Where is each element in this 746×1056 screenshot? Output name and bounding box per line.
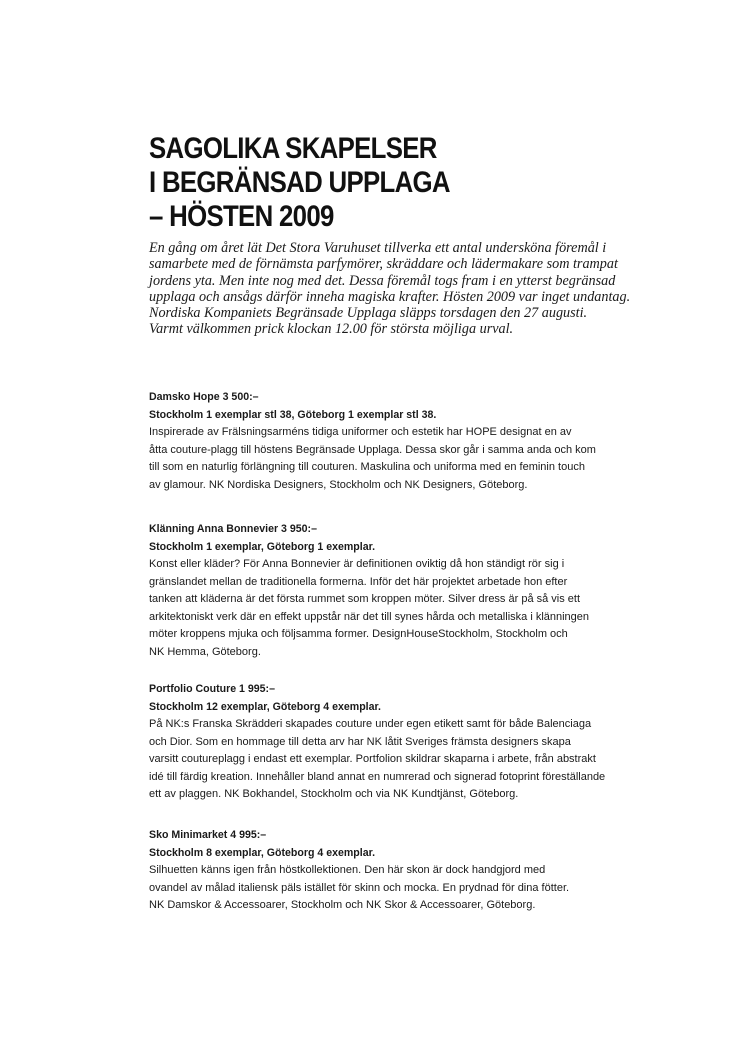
product-stock: Stockholm 8 exemplar, Göteborg 4 exemplar.	[149, 846, 376, 859]
product-description-line: idé till färdig kreation. Innehåller bland annat en numrerad och signerad fotoprint föreställande	[149, 770, 606, 783]
product-title: Damsko Hope 3 500:–	[149, 391, 259, 403]
intro-paragraph	[149, 240, 631, 338]
product-item-portfolio-couture	[149, 681, 639, 804]
product-description-line: till som en naturlig förlängning till couturen. Maskulina och uniforma med en feminin touch	[149, 461, 585, 473]
product-item-klanning-anna-bonnevier	[149, 521, 639, 661]
product-description-line: möter kroppens mjuka och följsamma former. DesignHouseStockholm, Stockholm och	[149, 628, 568, 640]
product-description-line: NK Hemma, Göteborg.	[149, 645, 261, 658]
intro-line: jordens yta. Men inte nog med det. Dessa föremål togs fram i en ytterst begränsad	[149, 272, 616, 289]
intro-line: upplaga och ansågs därför inneha magiska krafter. Hösten 2009 var inget undantag.	[149, 288, 631, 305]
page-headline	[149, 132, 450, 234]
product-description-line: tanken att kläderna är det första rummet som kroppen möter. Silver dress är på så vis ett	[149, 593, 581, 605]
product-description-line: NK Damskor & Accessoarer, Stockholm och NK Skor & Accessoarer, Göteborg.	[149, 899, 536, 911]
intro-line: samarbete med de förnämsta parfymörer, skräddare och lädermakare som trampat	[149, 256, 618, 273]
product-description-line: och Dior. Som en hommage till detta arv har NK låtit Sveriges främsta designers skapa	[149, 735, 571, 748]
product-description-line: gränslandet mellan de traditionella formerna. Inför det här projektet arbetade hon efter	[149, 575, 568, 588]
product-description-line: Konst eller kläder? För Anna Bonnevier är definitionen oviktig då hon ständigt rör sig i	[149, 558, 565, 570]
intro-line: Nordiska Kompaniets Begränsade Upplaga släpps torsdagen den 27 augusti.	[149, 305, 588, 322]
product-description-line: Inspirerade av Frälsningsarméns tidiga uniformer och estetik har HOPE designat en av	[149, 426, 572, 438]
product-title: Portfolio Couture 1 995:–	[149, 683, 275, 695]
product-stock: Stockholm 12 exemplar, Göteborg 4 exemplar.	[149, 700, 381, 713]
headline-line: SAGOLIKA SKAPELSER	[149, 132, 437, 165]
intro-line: En gång om året lät Det Stora Varuhuset tillverka ett antal underskönа föremål i	[149, 240, 607, 256]
product-description-line: åtta couture-plagg till höstens Begränsade Upplaga. Dessa skor går i samma anda och kom	[149, 443, 596, 456]
product-item-damsko-hope	[149, 389, 639, 494]
product-description-line: av glamour. NK Nordiska Designers, Stockholm och NK Designers, Göteborg.	[149, 478, 528, 491]
product-description-line: arkitektoniskt verk där en effekt uppstår när det till synes hårda och metalliska i klänningen	[149, 610, 590, 623]
product-item-sko-minimarket	[149, 827, 639, 915]
product-description-line: ovandel av målad italiensk päls istället för skinn och mocka. En prydnad för dina fötter.	[149, 881, 570, 894]
product-stock: Stockholm 1 exemplar, Göteborg 1 exemplar.	[149, 540, 376, 553]
headline-line: – HÖSTEN 2009	[149, 200, 334, 233]
product-description-line: varsitt coutureplagg i endast ett exemplar. Portfolion skildrar skaparna i arbete, från abstrakt	[149, 753, 596, 765]
product-description-line: ett av plaggen. NK Bokhandel, Stockholm och via NK Kundtjänst, Göteborg.	[149, 788, 519, 800]
product-description-line: På NK:s Franska Skrädderi skapades couture under egen etikett samt för både Balenciaga	[149, 718, 592, 730]
product-description-line: Silhuetten känns igen från höstkollektionen. Den här skon är dock handgjord med	[149, 864, 546, 876]
product-title: Klänning Anna Bonnevier 3 950:–	[149, 523, 317, 535]
product-stock: Stockholm 1 exemplar stl 38, Göteborg 1 exemplar stl 38.	[149, 408, 437, 421]
headline-line: I BEGRÄNSAD UPPLAGA	[149, 166, 450, 199]
product-title: Sko Minimarket 4 995:–	[149, 829, 267, 841]
intro-line: Varmt välkommen prick klockan 12.00 för största möjliga urval.	[149, 321, 514, 338]
